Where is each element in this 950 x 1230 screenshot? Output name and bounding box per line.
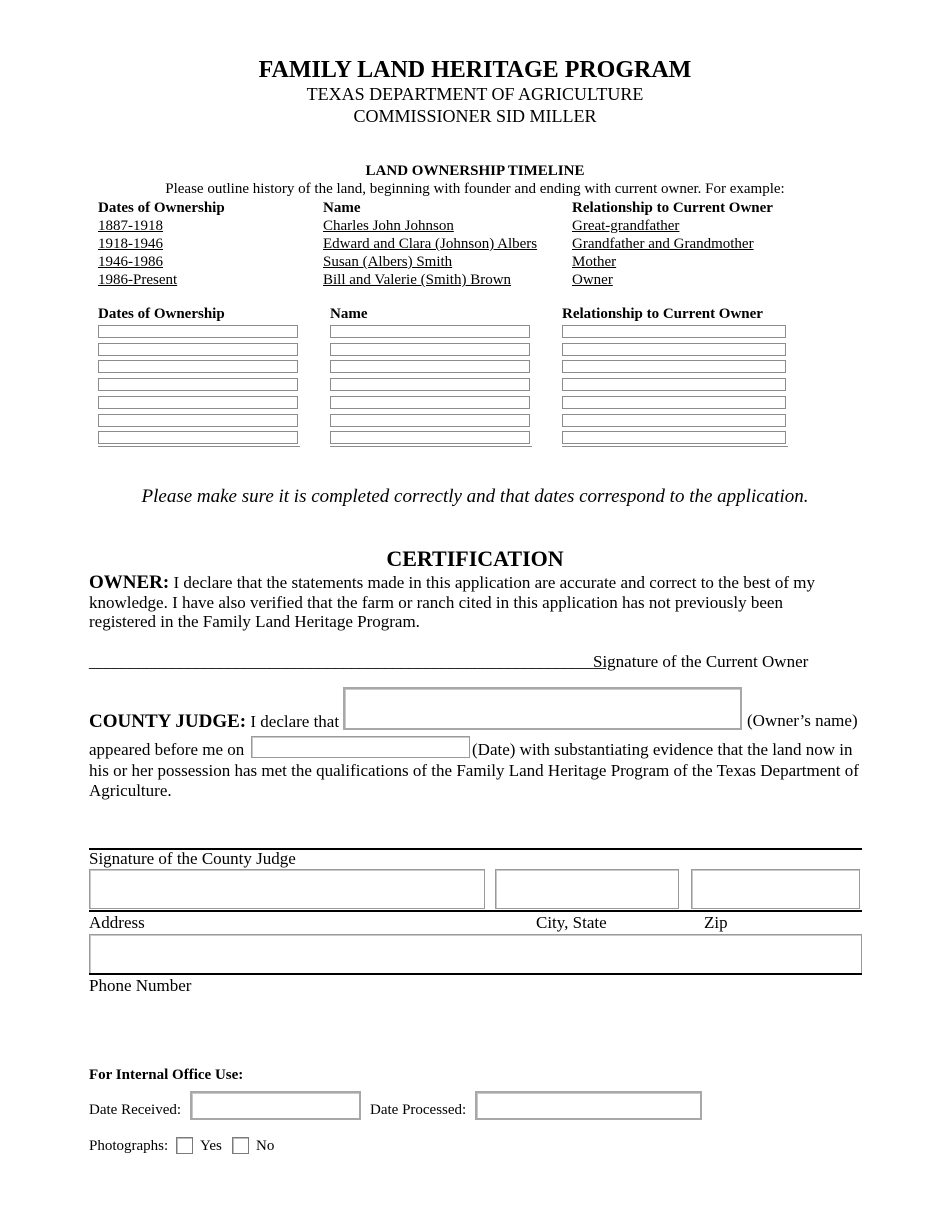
timeline-relationship-field[interactable] (562, 414, 786, 427)
example-name: Edward and Clara (Johnson) Albers (323, 236, 538, 252)
address-rule (89, 910, 862, 912)
office-use-heading: For Internal Office Use: (89, 1067, 244, 1083)
judge-declaration-start (89, 711, 339, 733)
example-relationship: Mother (572, 254, 617, 270)
owner-declaration-text: I declare that the statements made in this application are accurate and correct to the best of my knowledge. I have also verified that the farm or ranch cited in this application has not previously been registered in the Family Land Heritage Program. (89, 573, 815, 631)
date-received-label: Date Received: (89, 1102, 182, 1118)
date-received-field[interactable] (190, 1091, 361, 1120)
commissioner-name: COMMISSIONER SID MILLER (353, 106, 597, 126)
example-relationship: Owner (572, 272, 613, 288)
timeline-relationship-field[interactable] (562, 378, 786, 391)
timeline-name-field[interactable] (330, 431, 530, 444)
example-dates: 1887-1918 (98, 218, 163, 234)
department-name: TEXAS DEPARTMENT OF AGRICULTURE (306, 84, 644, 104)
date-substantiating-text: (Date) with substantiating evidence that the land now in (472, 740, 853, 759)
example-col-name: Name (323, 200, 361, 216)
timeline-name-field[interactable] (330, 360, 530, 373)
timeline-dates-field[interactable] (98, 414, 298, 427)
owner-label: OWNER: (89, 572, 170, 593)
zip-label: Zip (704, 913, 728, 932)
zip-field[interactable] (691, 869, 860, 909)
owners-name-field[interactable] (343, 687, 742, 730)
photographs-yes-checkbox[interactable] (176, 1137, 193, 1154)
timeline-dates-field[interactable] (98, 431, 298, 444)
judge-qualification-text: his or her possession has met the qualifications of the Family Land Heritage Program of the Texas Department of Agriculture. (89, 761, 859, 800)
timeline-dates-field[interactable] (98, 343, 298, 356)
phone-field[interactable] (89, 934, 862, 974)
judge-declare-text: I declare that (246, 712, 340, 731)
timeline-instructions: Please outline history of the land, beginning with founder and ending with current owner. For example: (165, 181, 785, 197)
county-judge-label: COUNTY JUDGE: (89, 711, 247, 732)
phone-rule (89, 973, 862, 975)
owner-signature-label: Signature of the Current Owner (593, 652, 809, 671)
timeline-relationship-field[interactable] (562, 396, 786, 409)
photographs-no-checkbox[interactable] (232, 1137, 249, 1154)
phone-label: Phone Number (89, 976, 192, 995)
example-relationship: Great-grandfather (572, 218, 680, 234)
timeline-name-field[interactable] (330, 343, 530, 356)
appearance-date-field[interactable] (251, 736, 470, 758)
example-name: Charles John Johnson (323, 218, 454, 234)
owner-signature-line: _______________________________________________________________ (89, 652, 606, 671)
example-dates: 1986-Present (98, 272, 178, 288)
owners-name-label: (Owner’s name) (747, 711, 858, 730)
completion-note: Please make sure it is completed correctly and that dates correspond to the application. (141, 486, 809, 507)
judge-signature-label: Signature of the County Judge (89, 849, 296, 868)
address-field[interactable] (89, 869, 485, 909)
date-processed-label: Date Processed: (370, 1102, 467, 1118)
timeline-name-field[interactable] (330, 378, 530, 391)
photographs-no-label: No (256, 1138, 275, 1154)
city-state-label: City, State (536, 913, 607, 932)
photographs-yes-label: Yes (200, 1138, 222, 1154)
example-col-relationship: Relationship to Current Owner (572, 200, 773, 216)
example-name: Bill and Valerie (Smith) Brown (323, 272, 512, 288)
timeline-dates-field[interactable] (98, 378, 298, 391)
example-name: Susan (Albers) Smith (323, 254, 453, 270)
timeline-relationship-field[interactable] (562, 325, 786, 338)
certification-heading: CERTIFICATION (386, 546, 564, 571)
owner-declaration (89, 573, 829, 632)
page-title: FAMILY LAND HERITAGE PROGRAM (258, 57, 692, 83)
timeline-column-rule (562, 446, 788, 447)
timeline-column-rule (98, 446, 300, 447)
example-dates: 1918-1946 (98, 236, 163, 252)
timeline-dates-field[interactable] (98, 396, 298, 409)
timeline-col-dates: Dates of Ownership (98, 306, 225, 322)
example-dates: 1946-1986 (98, 254, 163, 270)
timeline-name-field[interactable] (330, 396, 530, 409)
timeline-relationship-field[interactable] (562, 343, 786, 356)
timeline-dates-field[interactable] (98, 360, 298, 373)
address-label: Address (89, 913, 145, 932)
timeline-name-field[interactable] (330, 414, 530, 427)
timeline-heading: LAND OWNERSHIP TIMELINE (365, 163, 585, 179)
timeline-dates-field[interactable] (98, 325, 298, 338)
city-state-field[interactable] (495, 869, 679, 909)
timeline-col-name: Name (330, 306, 368, 322)
timeline-name-field[interactable] (330, 325, 530, 338)
date-processed-field[interactable] (475, 1091, 702, 1120)
example-col-dates: Dates of Ownership (98, 200, 225, 216)
appeared-text: appeared before me on (89, 740, 245, 759)
photographs-label: Photographs: (89, 1138, 169, 1154)
timeline-column-rule (330, 446, 532, 447)
timeline-relationship-field[interactable] (562, 360, 786, 373)
timeline-relationship-field[interactable] (562, 431, 786, 444)
timeline-col-relationship: Relationship to Current Owner (562, 306, 763, 322)
example-relationship: Grandfather and Grandmother (572, 236, 754, 252)
